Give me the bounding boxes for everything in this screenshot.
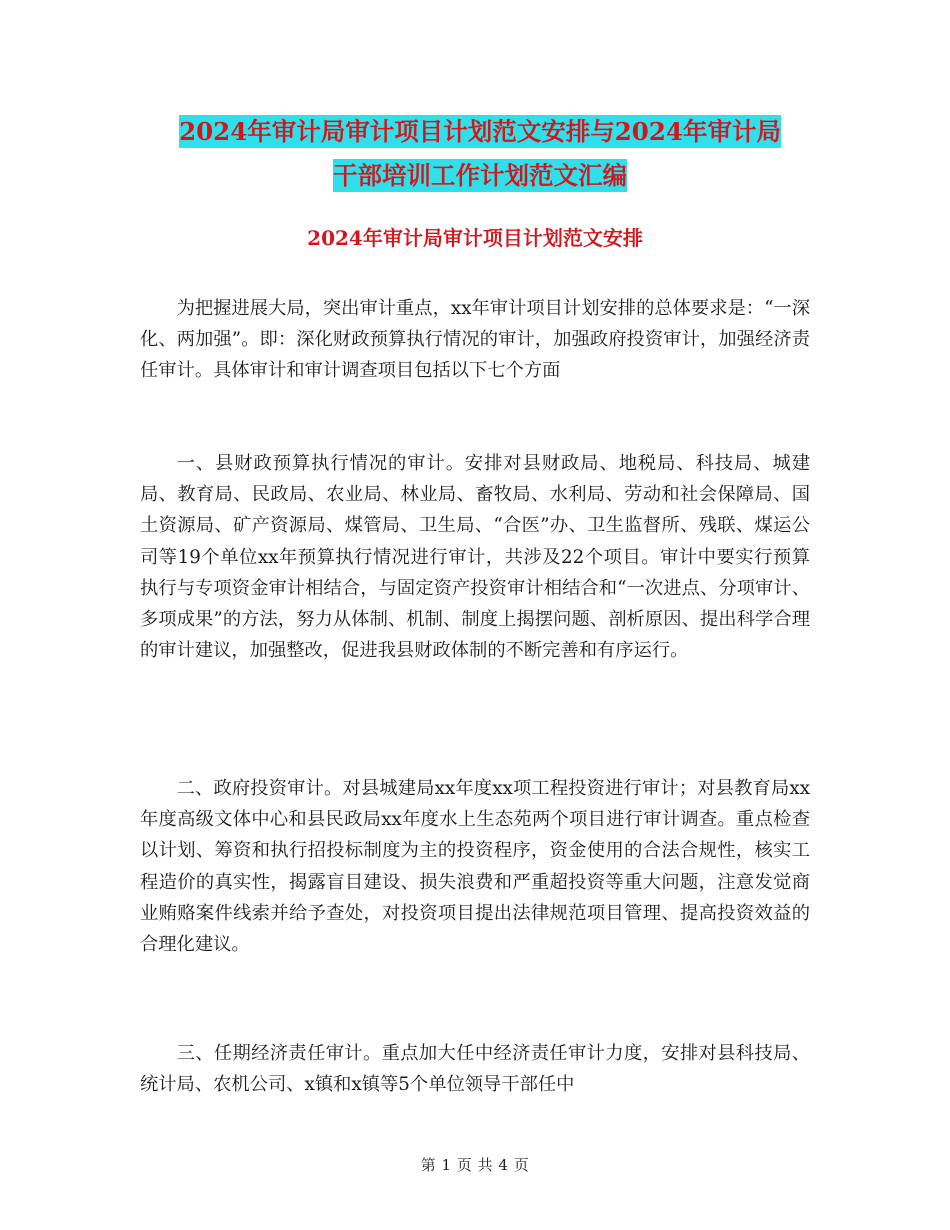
paragraph-text: 为把握进展大局，突出审计重点，xx年审计项目计划安排的总体要求是：“一深化、两加强”。即：深化财政预算执行情况的审计，加强政府投资审计，加强经济责任审计。具体审计和审计调查项目包括以下七个方面 bbox=[140, 298, 810, 382]
paragraph-text: 一、县财政预算执行情况的审计。安排对县财政局、地税局、科技局、城建局、教育局、民政局、农业局、林业局、畜牧局、水利局、劳动和社会保障局、国土资源局、矿产资源局、煤管局、卫生局、“合医”办、卫生监督所、残联、煤运公司等19个单位xx年预算执行情况进行审计，共涉及22个项目。审计中要实行预算执行与专项资金审计相结合，与固定资产投资审计相结合和“一次进点、分项审计、多项成果”的方法，努力从体制、机制、制度上揭摆问题、剖析原因、提出科学合理的审计建议，加强整改，促进我县财政体制的不断完善和有序运行。 bbox=[140, 453, 810, 662]
paragraph-text: 二、政府投资审计。对县城建局xx年度xx项工程投资进行审计；对县教育局xx年度高级文体中心和县民政局xx年度水上生态苑两个项目进行审计调查。重点检查以计划、筹资和执行招投标制度为主的投资程序，资金使用的合法合规性，核实工程造价的真实性，揭露盲目建设、损失浪费和严重超投资等重大问题，注意发觉商业贿赂案件线索并给予查处，对投资项目提出法律规范项目管理、提高投资效益的合理化建议。 bbox=[140, 778, 810, 956]
section-title: 2024年审计局审计项目计划范文安排 bbox=[307, 226, 643, 250]
paragraph-responsibility-audit bbox=[140, 1038, 810, 1100]
title-line-2: 干部培训工作计划范文汇编 bbox=[333, 161, 627, 190]
title-line-1: 2024年审计局审计项目计划范文安排与2024年审计局 bbox=[179, 117, 781, 146]
paragraph-intro bbox=[140, 293, 810, 387]
page-number-label: 第 1 页 共 4 页 bbox=[420, 1156, 530, 1174]
paragraph-budget-audit bbox=[140, 448, 810, 666]
paragraph-text: 三、任期经济责任审计。重点加大任中经济责任审计力度，安排对县科技局、统计局、农机公司、x镇和x镇等5个单位领导干部任中 bbox=[140, 1043, 810, 1096]
page-footer bbox=[0, 1154, 950, 1175]
document-title bbox=[140, 110, 820, 198]
paragraph-investment-audit bbox=[140, 773, 810, 960]
